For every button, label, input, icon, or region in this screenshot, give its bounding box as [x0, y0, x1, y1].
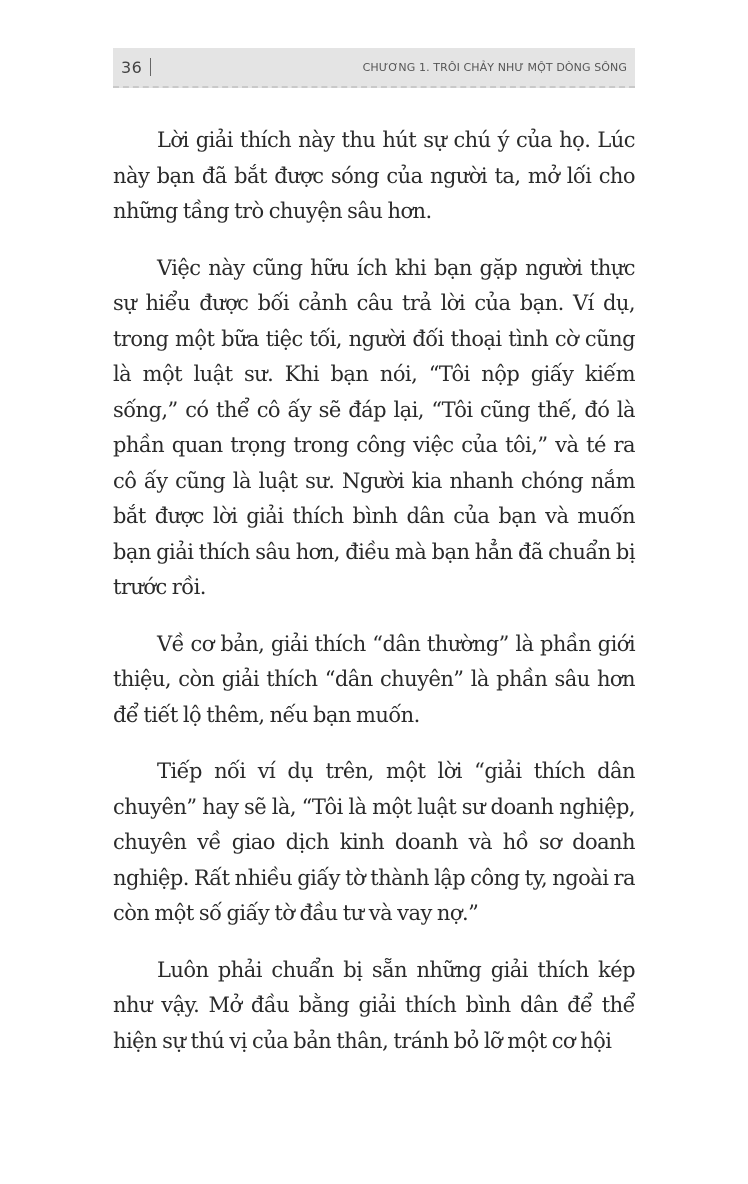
paragraph-1: Lời giải thích này thu hút sự chú ý của họ. Lúc này bạn đã bắt được sóng của người ta, mở lối cho những tầng trò chuyện sâu hơn.: [113, 128, 635, 223]
running-header: [113, 48, 635, 88]
paragraph-2: Việc này cũng hữu ích khi bạn gặp người thực sự hiểu được bối cảnh câu trả lời của bạn. Ví dụ, trong một bữa tiệc tối, người đối thoại tình cờ cũng là một luật sư. Khi bạn nói, “Tôi nộp giấy kiếm sống,” có thể cô ấy sẽ đáp lại, “Tôi cũng thế, đó là phần quan trọng trong công việc của tôi,” và té ra cô ấy cũng là luật sư. Người kia nhanh chóng nắm bắt được lời giải thích bình dân của bạn và muốn bạn giải thích sâu hơn, điều mà bạn hẳn đã chuẩn bị trước rồi.: [113, 255, 635, 599]
paragraph-4: Tiếp nối ví dụ trên, một lời “giải thích dân chuyên” hay sẽ là, “Tôi là một luật sư doanh nghiệp, chuyên về giao dịch kinh doanh và hồ sơ doanh nghiệp. Rất nhiều giấy tờ thành lập công ty, ngoài ra còn một số giấy tờ đầu tư và vay nợ.”: [113, 759, 635, 925]
paragraph-3: Về cơ bản, giải thích “dân thường” là phần giới thiệu, còn giải thích “dân chuyên” là phần sâu hơn để tiết lộ thêm, nếu bạn muốn.: [113, 631, 635, 727]
chapter-title: CHƯƠNG 1. TRÔI CHẢY NHƯ MỘT DÒNG SÔNG: [362, 61, 627, 74]
page-number: 36: [121, 58, 143, 77]
paragraph-5: Luôn phải chuẩn bị sẵn những giải thích kép như vậy. Mở đầu bằng giải thích bình dân để thể hiện sự thú vị của bản thân, tránh bỏ lỡ một cơ hội: [113, 957, 635, 1053]
body-text: [113, 123, 635, 1080]
header-divider: [150, 58, 151, 76]
